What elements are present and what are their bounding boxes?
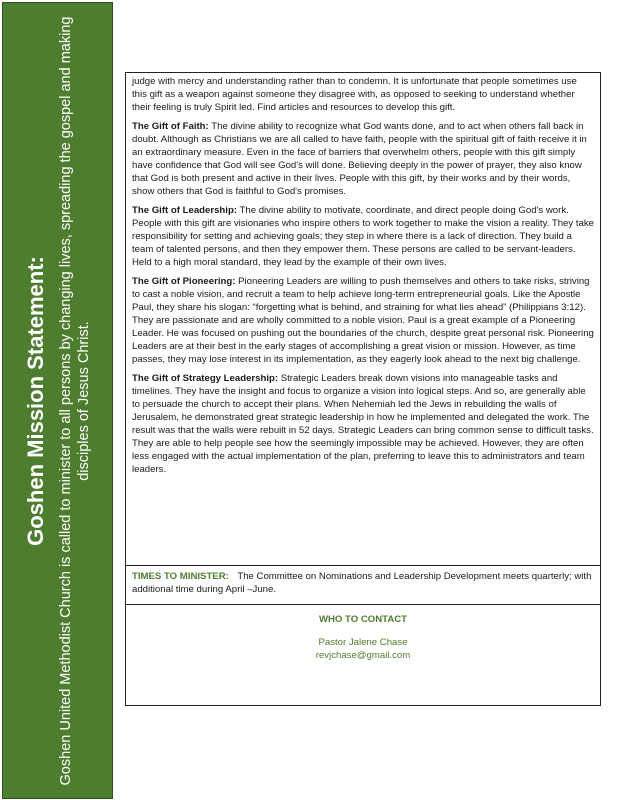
gift-leadership-title: The Gift of Leadership:	[132, 205, 238, 216]
times-text: The Committee on Nominations and Leadership Development meets quarterly; with additional time during April –June.	[132, 571, 592, 595]
contact-heading: WHO TO CONTACT	[318, 614, 408, 625]
gift-leadership-paragraph	[132, 204, 594, 269]
gift-pioneering-text: Pioneering Leaders are willing to push themselves and others to take risks, striving to cast a noble vision, and recruit a team to help achieve long-term entrepreneurial goals. Like the Apostle Paul, they share his slogan: “forgetting what is behind, and straining for what lies ahead” (Philippians 3:12). They are passionate and are wholly committed to a noble vision. Paul is a great example of a Pioneering Leader. He was focused on pushing out the boundaries of the church, despite great personal risk. Pioneering Leaders are at their best in the early stages of accomplishing a great vision or mission. However, as time passes, they may lose interest in its implementation, as they eagerly look ahead to the next big challenge.	[132, 276, 594, 365]
contact-name: Pastor Jalene Chase	[318, 637, 408, 648]
gift-strategy-paragraph	[132, 372, 594, 476]
gift-strategy-title: The Gift of Strategy Leadership:	[132, 373, 279, 384]
mission-sidebar	[2, 2, 113, 799]
gift-faith-text: The divine ability to recognize what God wants done, and to act when others fall back in doubt. Although as Christians we are all called to have faith, people with the spiritual gift of faith receive it in an extraordinary measure. Even in the face of barriers that overwhelm others, people with this gift simply have confidence that God will see God's will done. Believing deeply in the power of prayer, they also know that God is both present and active in their lives. People with this gift, by their works and by their words, show others that God is faithful to God's promises.	[132, 121, 587, 197]
gift-pioneering-paragraph	[132, 275, 594, 366]
gift-strategy-text: Strategic Leaders break down visions into manageable tasks and timelines. They have the insight and focus to organize a vision into logical steps. And so, are generally able to persuade the church to accept their plans. When Nehemiah led the Jews in rebuilding the walls of Jerusalem, he demonstrated great strategic leadership in how he implemented and delegated the work. The result was that the walls were rebuilt in 52 days. Strategic Leaders can bring common sense to difficult tasks. They are able to help people see how the seemingly impossible may be achieved. However, they are often less engaged with the actual implementation of the plan, preferring to leave this to administrators and team leaders.	[132, 373, 594, 475]
gifts-content-box	[125, 72, 601, 566]
times-to-minister-box	[125, 565, 601, 605]
gift-faith-title: The Gift of Faith:	[132, 121, 209, 132]
contact-email[interactable]: revjchase@gmail.com	[315, 650, 411, 661]
intro-paragraph: judge with mercy and understanding rather than to condemn. It is unfortunate that people sometimes use this gift as a weapon against someone they disagree with, as opposed to seeking to understand whether their feeling is truly Spirit led. Find articles and resources to develop this gift.	[132, 76, 577, 113]
gift-faith-paragraph	[132, 120, 594, 198]
times-label: TIMES TO MINISTER:	[132, 571, 229, 582]
gift-leadership-text: The divine ability to motivate, coordinate, and direct people doing God's work. People with this gift are visionaries who inspire others to work together to make the vision a reality. They take responsibility for setting and achieving goals; they step in where there is a lack of direction. They build a team of talented persons, and then they empower them. These persons are called to be servant-leaders. Held to a high moral standard, they lead by the example of their own lives.	[132, 205, 594, 268]
mission-rotated-block	[8, 11, 108, 791]
mission-text: Goshen United Methodist Church is called to minister to all persons by changing lives, spreading the gospel and making disciples of Jesus Christ.	[57, 16, 92, 785]
gift-pioneering-title: The Gift of Pioneering:	[132, 276, 236, 287]
mission-title: Goshen Mission Statement:	[22, 255, 48, 546]
contact-box	[125, 605, 601, 706]
